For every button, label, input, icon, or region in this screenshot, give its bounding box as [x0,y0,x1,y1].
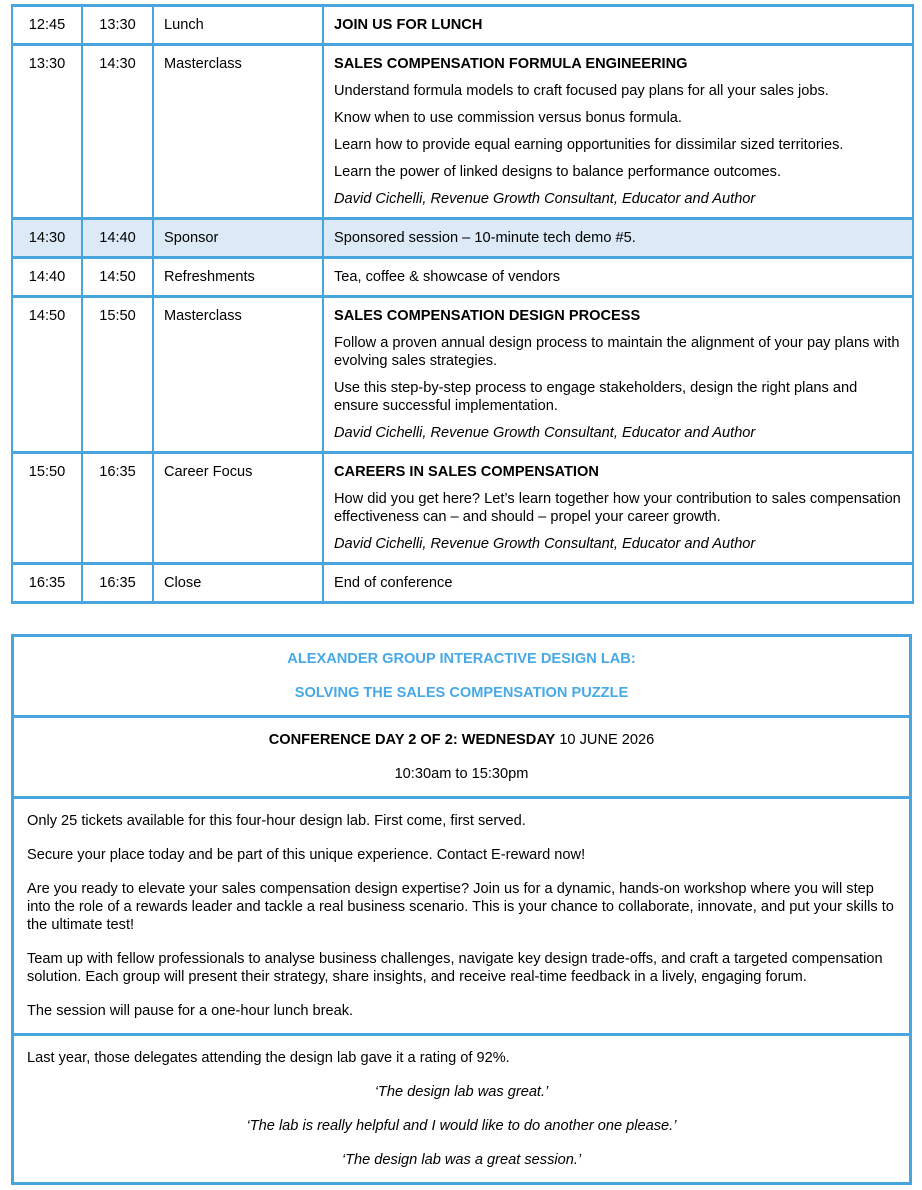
end-time: 14:30 [82,45,153,219]
design-lab-title-row [13,636,911,717]
session-paragraph: Tea, coffee & showcase of vendors [334,269,561,285]
session-type: Lunch [153,6,323,45]
design-lab-feedback-cell [13,1035,911,1184]
session-title: SALES COMPENSATION FORMULA ENGINEERING [334,56,688,72]
session-details [323,6,913,45]
conference-schedule-table [11,4,914,604]
session-speaker: David Cichelli, Revenue Growth Consultant, Educator and Author [334,425,756,441]
design-lab-quote: ‘The design lab was great.’ [374,1084,549,1100]
design-lab-title-line1: ALEXANDER GROUP INTERACTIVE DESIGN LAB: [287,651,636,667]
session-type: Career Focus [153,453,323,564]
design-lab-feedback-row [13,1035,911,1184]
design-lab-paragraph: Secure your place today and be part of this unique experience. Contact E-reward now! [27,847,586,863]
design-lab-day-line [27,731,896,749]
session-type: Sponsor [153,219,323,258]
design-lab-title-cell [13,636,911,717]
schedule-row-masterclass-1 [12,45,913,219]
start-time: 14:50 [12,297,82,453]
session-details [323,45,913,219]
end-time: 13:30 [82,6,153,45]
end-time: 16:35 [82,453,153,564]
session-title: JOIN US FOR LUNCH [334,17,483,33]
start-time: 13:30 [12,45,82,219]
design-lab-quote: ‘The lab is really helpful and I would like to do another one please.’ [246,1118,677,1134]
start-time: 14:40 [12,258,82,297]
design-lab-day-cell [13,717,911,798]
end-time: 14:40 [82,219,153,258]
session-paragraph: How did you get here? Let’s learn together how your contribution to sales compensation effectiveness can – and should – propel your career growth. [334,491,901,525]
session-details [323,564,913,603]
session-details [323,453,913,564]
design-lab-paragraph: Are you ready to elevate your sales compensation design expertise? Join us for a dynamic, hands-on workshop where you will step into the role of a rewards leader and tackle a real business scenario. This is your chance to collaborate, innovate, and put your skills to the ultimate test! [27,881,894,933]
session-details [323,258,913,297]
design-lab-description-row [13,798,911,1035]
end-time: 15:50 [82,297,153,453]
design-lab-day-row [13,717,911,798]
session-paragraph: Use this step-by-step process to engage stakeholders, design the right plans and ensure successful implementation. [334,380,858,414]
schedule-row-lunch [12,6,913,45]
end-time: 14:50 [82,258,153,297]
session-type: Masterclass [153,45,323,219]
design-lab-title-line2: SOLVING THE SALES COMPENSATION PUZZLE [294,685,629,701]
session-speaker: David Cichelli, Revenue Growth Consultant, Educator and Author [334,536,756,552]
session-paragraph: Learn how to provide equal earning opportunities for dissimilar sized territories. [334,137,844,153]
session-paragraph: Know when to use commission versus bonus formula. [334,110,682,126]
session-speaker: David Cichelli, Revenue Growth Consultant, Educator and Author [334,191,756,207]
session-details [323,297,913,453]
session-type: Close [153,564,323,603]
design-lab-day-date: 10 JUNE 2026 [555,732,655,748]
schedule-row-career-focus [12,453,913,564]
start-time: 14:30 [12,219,82,258]
session-paragraph: Understand formula models to craft focused pay plans for all your sales jobs. [334,83,829,99]
end-time: 16:35 [82,564,153,603]
design-lab-day-label: CONFERENCE DAY 2 OF 2: WEDNESDAY [268,732,556,748]
design-lab-quote: ‘The design lab was a great session.’ [341,1152,582,1168]
start-time: 12:45 [12,6,82,45]
session-type: Masterclass [153,297,323,453]
start-time: 15:50 [12,453,82,564]
session-paragraph: End of conference [334,575,453,591]
session-paragraph: Learn the power of linked designs to balance performance outcomes. [334,164,781,180]
session-details [323,219,913,258]
session-title: SALES COMPENSATION DESIGN PROCESS [334,308,641,324]
design-lab-paragraph: Only 25 tickets available for this four-hour design lab. First come, first served. [27,813,526,829]
session-type: Refreshments [153,258,323,297]
schedule-row-masterclass-2 [12,297,913,453]
session-paragraph: Sponsored session – 10-minute tech demo #5. [334,230,636,246]
design-lab-paragraph: The session will pause for a one-hour lunch break. [27,1003,354,1019]
design-lab-paragraph: Team up with fellow professionals to analyse business challenges, navigate key design trade-offs, and craft a targeted compensation solution. Each group will present their strategy, share insights, and receive real-time feedback in a lively, engaging forum. [27,951,883,985]
design-lab-rating-line: Last year, those delegates attending the design lab gave it a rating of 92%. [27,1050,510,1066]
design-lab-box [11,634,912,1185]
session-title: CAREERS IN SALES COMPENSATION [334,464,599,480]
schedule-row-sponsor [12,219,913,258]
start-time: 16:35 [12,564,82,603]
design-lab-description-cell [13,798,911,1035]
design-lab-hours: 10:30am to 15:30pm [394,766,529,782]
schedule-row-close [12,564,913,603]
session-paragraph: Follow a proven annual design process to maintain the alignment of your pay plans with evolving sales strategies. [334,335,900,369]
schedule-row-refreshments [12,258,913,297]
